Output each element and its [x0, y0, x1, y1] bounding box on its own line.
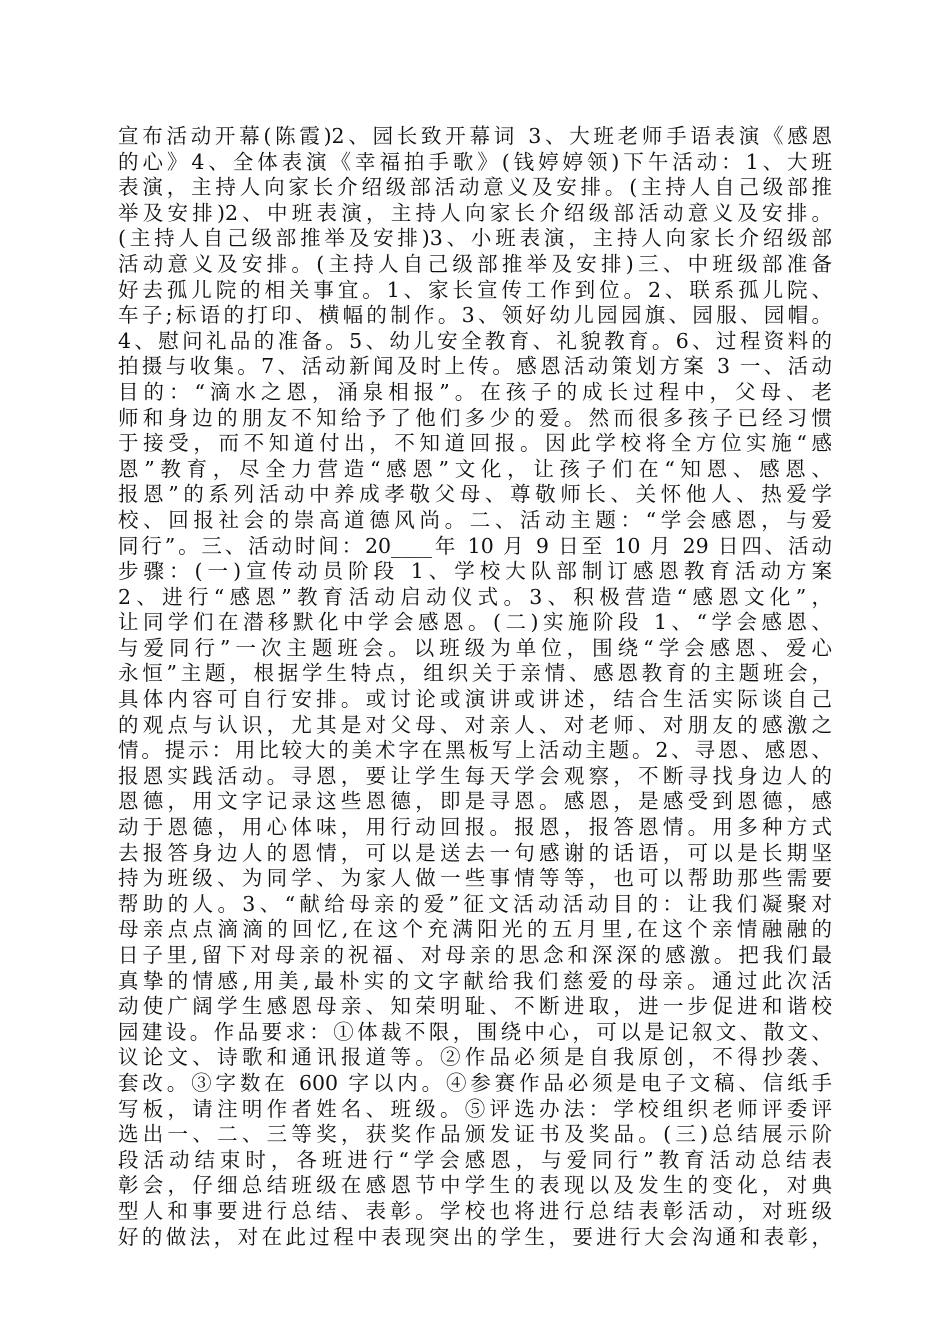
text-line: 校、回报社会的崇高道德风尚。二、活动主题：“学会感恩，与爱: [118, 507, 832, 532]
text-line: 去报答身边人的恩情，可以是送去一句感谢的话语，可以是长期坚: [118, 840, 832, 865]
text-line: 宣布活动开幕(陈霞)2、园长致开幕词 3、大班老师手语表演《感恩: [118, 124, 832, 148]
text-line: 步骤：(一)宣传动员阶段 1、学校大队部制订感恩教育活动方案: [118, 559, 832, 584]
text-line: 动于恩德，用心体味，用行动回报。报恩，报答恩情。用多种方式: [118, 815, 832, 840]
text-line: 恩”教育，尽全力营造“感恩”文化，让孩子们在“知恩、感恩、: [118, 456, 832, 481]
body-text: [118, 124, 832, 1250]
text-line: 4、慰问礼品的准备。5、幼儿安全教育、礼貌教育。6、过程资料的: [118, 328, 832, 353]
text-line: (主持人自己级部推举及安排)3、小班表演，主持人向家长介绍级部: [118, 226, 832, 251]
text-line: 动使广阔学生感恩母亲、知荣明耻、不断进取，进一步促进和谐校: [118, 994, 832, 1019]
text-line: 持为班级、为同学、为家人做一些事情等等，也可以帮助那些需要: [118, 866, 832, 891]
text-line: 表演，主持人向家长介绍级部活动意义及安排。(主持人自己级部推: [118, 175, 832, 200]
text-line: 拍摄与收集。7、活动新闻及时上传。感恩活动策划方案 3 一、活动: [118, 354, 832, 379]
text-line: 彰会，仔细总结班级在感恩节中学生的表现以及发生的变化，对典: [118, 1173, 832, 1198]
text-line: 帮助的人。3、“献给母亲的爱”征文活动活动目的：让我们凝聚对: [118, 891, 832, 916]
text-line: 目的：“滴水之恩，涌泉相报”。在孩子的成长过程中，父母、老: [118, 379, 832, 404]
text-line: 报恩实践活动。寻恩，要让学生每天学会观察，不断寻找身边人的: [118, 763, 832, 788]
text-line: 真挚的情感,用美,最朴实的文字献给我们慈爱的母亲。通过此次活: [118, 968, 832, 993]
text-line: 情。提示：用比较大的美术字在黑板写上活动主题。2、寻恩、感恩、: [118, 738, 832, 763]
text-line: 2、进行“感恩”教育活动启动仪式。3、积极营造“感恩文化”，: [118, 584, 832, 609]
text-line: 活动意义及安排。(主持人自己级部推举及安排)三、中班级部准备: [118, 251, 832, 276]
text-line: 同行”。三、活动时间：20____年 10 月 9 日至 10 月 29 日四、活动: [118, 533, 832, 558]
text-line: 举及安排)2、中班表演，主持人向家长介绍级部活动意义及安排。: [118, 200, 832, 225]
text-line: 的观点与认识，尤其是对父母、对亲人、对老师、对朋友的感激之: [118, 712, 832, 737]
text-line: 具体内容可自行安排。或讨论或演讲或讲述，结合生活实际谈自己: [118, 687, 832, 712]
text-line: 永恒”主题，根据学生特点，组织关于亲情、感恩教育的主题班会，: [118, 661, 832, 686]
text-line: 好去孤儿院的相关事宜。1、家长宣传工作到位。2、联系孤儿院、: [118, 277, 832, 302]
text-line: 型人和事要进行总结、表彰。学校也将进行总结表彰活动，对班级: [118, 1198, 832, 1223]
text-line: 的心》4、全体表演《幸福拍手歌》(钱婷婷领)下午活动：1、大班: [118, 149, 832, 174]
text-line: 师和身边的朋友不知给予了他们多少的爱。然而很多孩子已经习惯: [118, 405, 832, 430]
text-line: 车子;标语的打印、横幅的制作。3、领好幼儿园园旗、园服、园帽。: [118, 303, 832, 328]
text-line: 选出一、二、三等奖，获奖作品颁发证书及奖品。(三)总结展示阶: [118, 1122, 832, 1147]
text-line: 恩德，用文字记录这些恩德，即是寻恩。感恩，是感受到恩德，感: [118, 789, 832, 814]
text-line: 段活动结束时，各班进行“学会感恩，与爱同行”教育活动总结表: [118, 1147, 832, 1172]
text-line: 让同学们在潜移默化中学会感恩。(二)实施阶段 1、“学会感恩、: [118, 610, 832, 635]
text-line: 报恩”的系列活动中养成孝敬父母、尊敬师长、关怀他人、热爱学: [118, 482, 832, 507]
text-line: 于接受，而不知道付出，不知道回报。因此学校将全方位实施“感: [118, 431, 832, 456]
text-line: 议论文、诗歌和通讯报道等。②作品必须是自我原创，不得抄袭、: [118, 1045, 832, 1070]
text-line: 日子里,留下对母亲的祝福、对母亲的思念和深深的感激。把我们最: [118, 943, 832, 967]
text-line: 与爱同行”一次主题班会。以班级为单位，围绕“学会感恩、爱心: [118, 635, 832, 660]
text-line: 好的做法，对在此过程中表现突出的学生，要进行大会沟通和表彰，: [118, 1224, 832, 1249]
text-line: 写板，请注明作者姓名、班级。⑤评选办法：学校组织老师评委评: [118, 1096, 832, 1121]
text-line: 母亲点点滴滴的回忆,在这个充满阳光的五月里,在这个亲情融融的: [118, 917, 832, 942]
text-line: 套改。③字数在 600 字以内。④参赛作品必须是电子文稿、信纸手: [118, 1070, 832, 1095]
text-line: 园建设。作品要求：①体裁不限，围绕中心，可以是记叙文、散文、: [118, 1019, 832, 1044]
